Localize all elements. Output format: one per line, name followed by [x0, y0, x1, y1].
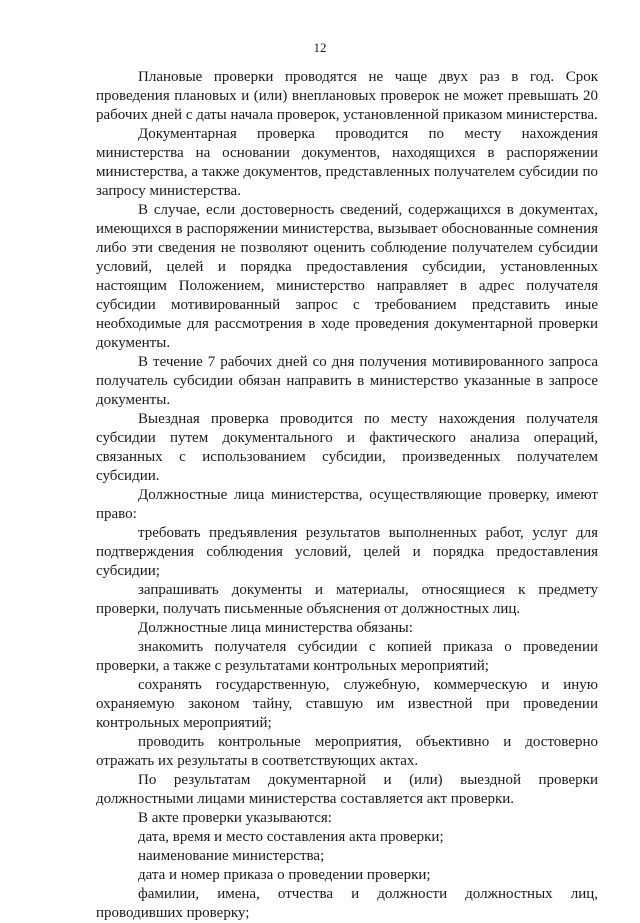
list-item: наименование министерства; [138, 848, 325, 864]
list-item: запрашивать документы и материалы, относящиеся к предмету проверки, получать письменные объяснения от должностных лиц. [96, 582, 598, 617]
document-body [96, 68, 598, 923]
list-item: дата, время и место составления акта проверки; [138, 829, 444, 845]
paragraph: Должностные лица министерства, осуществляющие проверку, имеют право: [96, 487, 598, 522]
paragraph: Плановые проверки проводятся не чаще двух раз в год. Срок проведения плановых и (или) внеплановых проверок не может превышать 20 рабочих дней с даты начала проверок, установленной приказом министерства. [96, 69, 598, 123]
page-number: 12 [313, 40, 327, 55]
list-item: фамилии, имена, отчества и должности должностных лиц, проводивших проверку; [96, 886, 598, 921]
paragraph: Должностные лица министерства обязаны: [138, 620, 413, 636]
paragraph: В случае, если достоверность сведений, содержащихся в документах, имеющихся в распоряжении министерства, вызывает обоснованные сомнения либо эти сведения не позволяют оценить соблюдение получателем субсидии условий, целей и порядка предоставления субсидии, установленных настоящим Положением, министерство направляет в адрес получателя субсидии мотивированный запрос с требованием представить иные необходимые для рассмотрения в ходе проведения документарной проверки документы. [96, 202, 598, 351]
paragraph: Документарная проверка проводится по месту нахождения министерства на основании документов, находящихся в распоряжении министерства, а также документов, представленных получателем субсидии по запросу министерства. [96, 126, 598, 199]
list-item: дата и номер приказа о проведении проверки; [138, 867, 431, 883]
paragraph: В акте проверки указываются: [138, 810, 332, 826]
list-item: проводить контрольные мероприятия, объективно и достоверно отражать их результаты в соответствующих актах. [96, 734, 598, 769]
paragraph: Выездная проверка проводится по месту нахождения получателя субсидии путем документального и фактического анализа операций, связанных с использованием субсидии, произведенных получателем субсидии. [96, 411, 598, 484]
list-item: требовать предъявления результатов выполненных работ, услуг для подтверждения соблюдения условий, целей и порядка предоставления субсидии; [96, 525, 598, 579]
paragraph: По результатам документарной и (или) выездной проверки должностными лицами министерства составляется акт проверки. [96, 772, 598, 807]
list-item: знакомить получателя субсидии с копией приказа о проведении проверки, а также с результатами контрольных мероприятий; [96, 639, 598, 674]
paragraph: В течение 7 рабочих дней со дня получения мотивированного запроса получатель субсидии обязан направить в министерство указанные в запросе документы. [96, 354, 598, 408]
list-item: сохранять государственную, служебную, коммерческую и иную охраняемую законом тайну, ставшую им известной при проведении контрольных мероприятий; [96, 677, 598, 731]
